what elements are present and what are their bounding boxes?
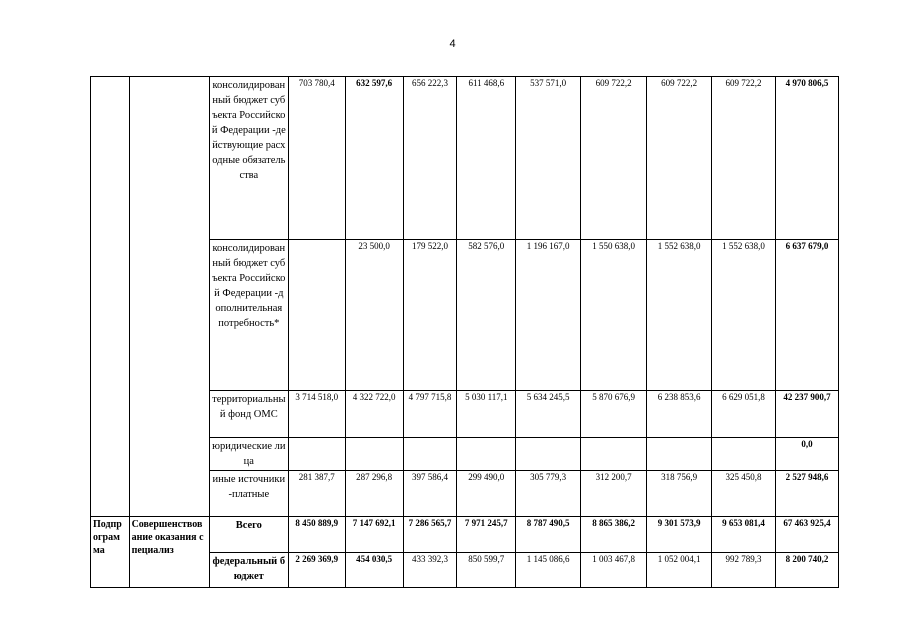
value-cell: 703 780,4 <box>288 77 345 240</box>
funding-source-cell: консолидированный бюджет субъекта Российской Федерации -действующие расходные обязательства <box>209 77 288 240</box>
funding-source-cell: иные источники -платные <box>209 471 288 517</box>
value-cell: 299 490,0 <box>457 471 516 517</box>
value-cell: 433 392,3 <box>403 553 457 588</box>
value-cell: 609 722,2 <box>581 77 647 240</box>
value-cell: 1 196 167,0 <box>516 240 581 391</box>
total-cell: 8 200 740,2 <box>776 553 839 588</box>
value-cell: 5 634 245,5 <box>516 391 581 438</box>
value-cell: 1 145 086,6 <box>516 553 581 588</box>
value-cell: 8 787 490,5 <box>516 517 581 553</box>
value-cell: 7 971 245,7 <box>457 517 516 553</box>
value-cell: 611 468,6 <box>457 77 516 240</box>
value-cell: 5 870 676,9 <box>581 391 647 438</box>
value-cell: 4 322 722,0 <box>345 391 403 438</box>
value-cell: 992 789,3 <box>712 553 776 588</box>
value-cell <box>712 438 776 471</box>
section-name-cell: Совершенствование оказания специализ <box>129 517 209 588</box>
value-cell: 7 147 692,1 <box>345 517 403 553</box>
value-cell: 2 269 369,9 <box>288 553 345 588</box>
value-cell: 8 865 386,2 <box>581 517 647 553</box>
value-cell: 9 653 081,4 <box>712 517 776 553</box>
value-cell: 287 296,8 <box>345 471 403 517</box>
value-cell: 8 450 889,9 <box>288 517 345 553</box>
value-cell <box>288 438 345 471</box>
value-cell <box>345 438 403 471</box>
total-cell: 42 237 900,7 <box>776 391 839 438</box>
value-cell <box>403 438 457 471</box>
value-cell: 609 722,2 <box>712 77 776 240</box>
value-cell: 7 286 565,7 <box>403 517 457 553</box>
total-cell: 0,0 <box>776 438 839 471</box>
value-cell <box>457 438 516 471</box>
value-cell: 850 599,7 <box>457 553 516 588</box>
total-cell: 2 527 948,6 <box>776 471 839 517</box>
value-cell: 656 222,3 <box>403 77 457 240</box>
funding-table <box>90 76 839 588</box>
value-cell: 312 200,7 <box>581 471 647 517</box>
value-cell: 5 030 117,1 <box>457 391 516 438</box>
value-cell: 632 597,6 <box>345 77 403 240</box>
value-cell: 23 500,0 <box>345 240 403 391</box>
value-cell: 609 722,2 <box>647 77 712 240</box>
value-cell: 4 797 715,8 <box>403 391 457 438</box>
value-cell: 1 552 638,0 <box>712 240 776 391</box>
value-cell: 397 586,4 <box>403 471 457 517</box>
value-cell: 1 052 004,1 <box>647 553 712 588</box>
funding-source-cell: территориальный фонд ОМС <box>209 391 288 438</box>
total-cell: 6 637 679,0 <box>776 240 839 391</box>
value-cell: 537 571,0 <box>516 77 581 240</box>
value-cell: 6 238 853,6 <box>647 391 712 438</box>
funding-source-cell: Всего <box>209 517 288 553</box>
funding-source-cell: консолидированный бюджет субъекта Российской Федерации -дополнительная потребность* <box>209 240 288 391</box>
value-cell: 325 450,8 <box>712 471 776 517</box>
value-cell: 1 550 638,0 <box>581 240 647 391</box>
value-cell: 1 552 638,0 <box>647 240 712 391</box>
total-cell: 67 463 925,4 <box>776 517 839 553</box>
section-type-cell: Подпрограмма <box>91 517 130 588</box>
value-cell: 3 714 518,0 <box>288 391 345 438</box>
value-cell: 9 301 573,9 <box>647 517 712 553</box>
table-row <box>91 517 839 553</box>
value-cell: 582 576,0 <box>457 240 516 391</box>
value-cell: 1 003 467,8 <box>581 553 647 588</box>
value-cell: 6 629 051,8 <box>712 391 776 438</box>
total-cell: 4 970 806,5 <box>776 77 839 240</box>
funding-source-cell: юридические лица <box>209 438 288 471</box>
value-cell: 454 030,5 <box>345 553 403 588</box>
value-cell <box>288 240 345 391</box>
value-cell <box>516 438 581 471</box>
value-cell: 305 779,3 <box>516 471 581 517</box>
funding-source-cell: федеральный бюджет <box>209 553 288 588</box>
table-row <box>91 77 839 240</box>
page-number: 4 <box>449 38 456 50</box>
value-cell <box>581 438 647 471</box>
value-cell: 179 522,0 <box>403 240 457 391</box>
value-cell <box>647 438 712 471</box>
value-cell: 318 756,9 <box>647 471 712 517</box>
empty-cell <box>129 77 209 517</box>
empty-cell <box>91 77 130 517</box>
value-cell: 281 387,7 <box>288 471 345 517</box>
